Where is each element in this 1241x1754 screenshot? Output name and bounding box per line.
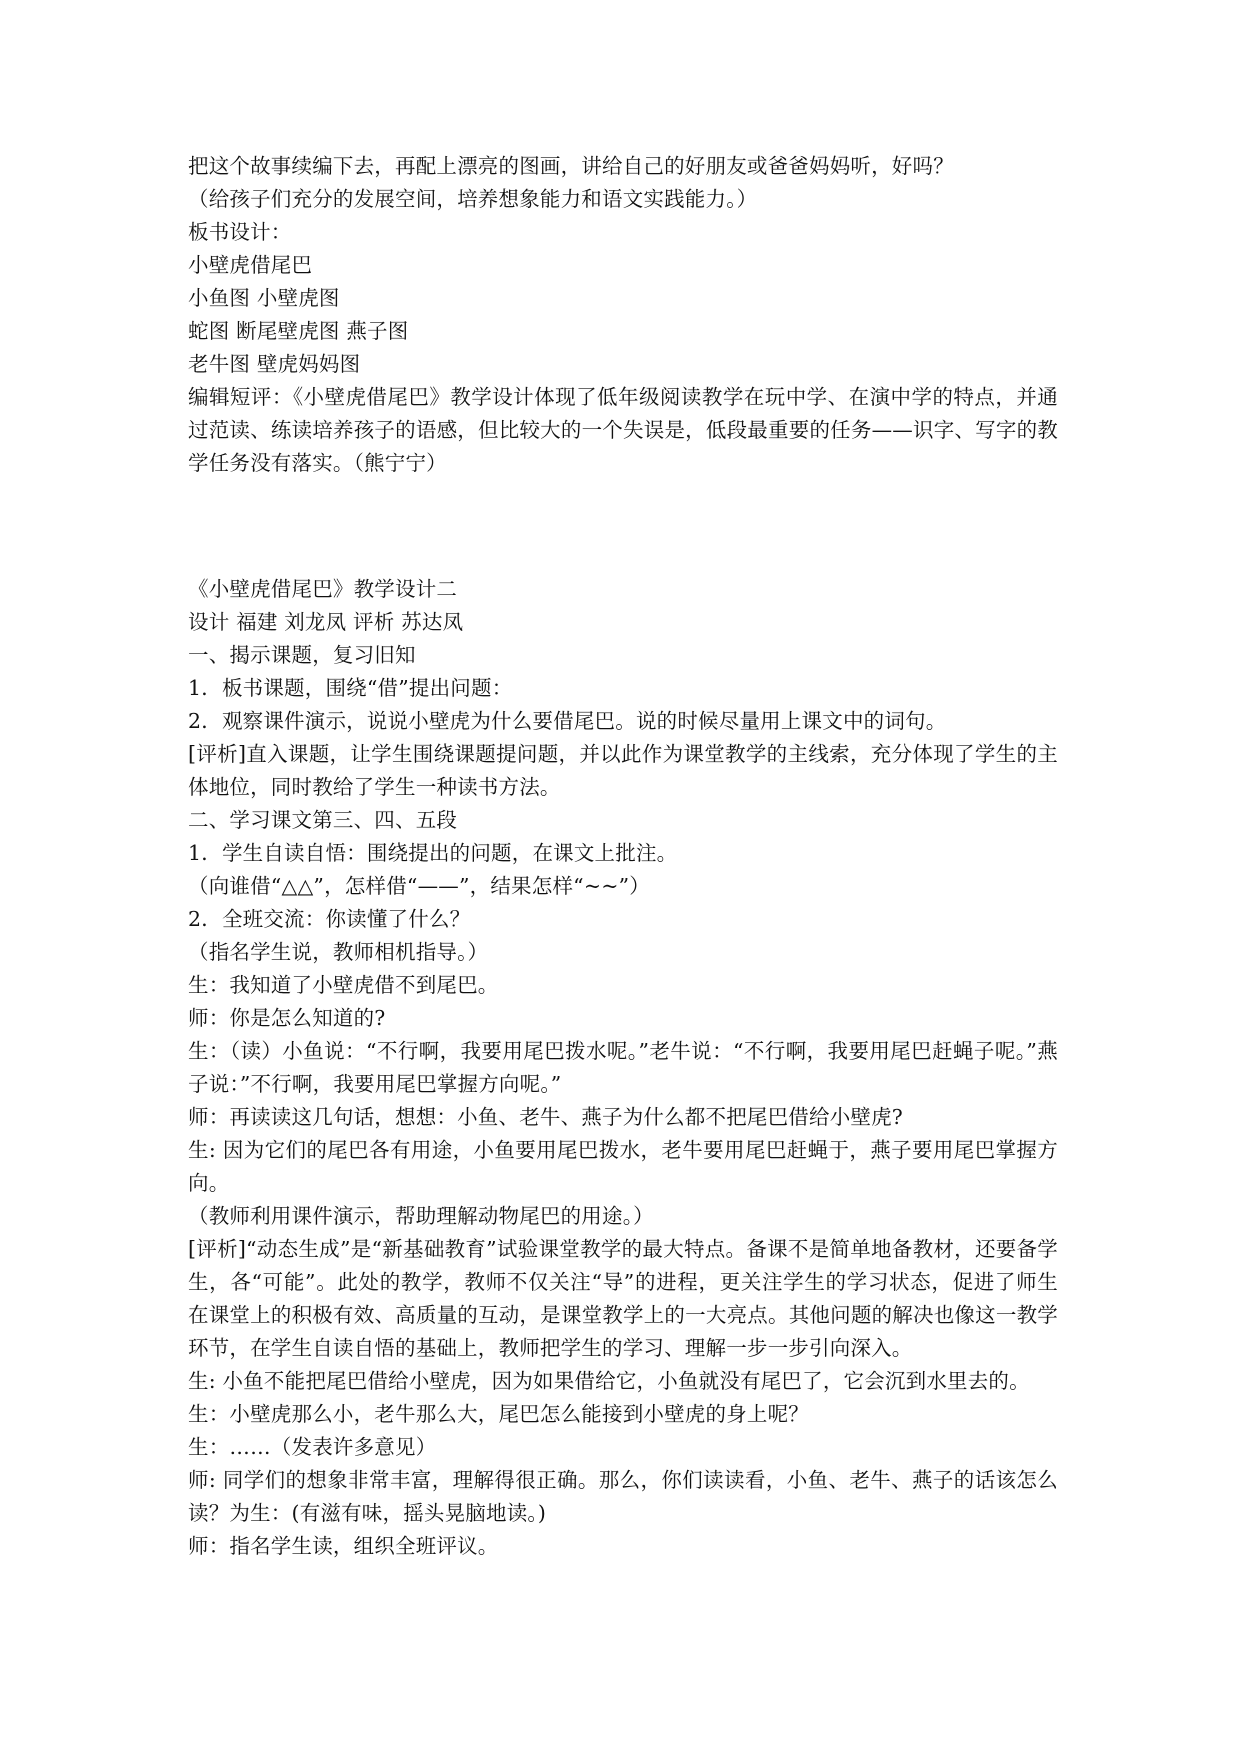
dialogue-line: 师：再读读这几句话，想想：小鱼、老牛、燕子为什么都不把尾巴借给小壁虎? xyxy=(188,1105,903,1129)
dialogue-line: 生：……（发表许多意见） xyxy=(188,1435,437,1459)
dialogue-line: 师：指名学生读，组织全班评议。 xyxy=(188,1534,499,1558)
section-lesson-one-ending xyxy=(188,150,1058,480)
dialogue-line: 师：你是怎么知道的? xyxy=(188,1006,386,1030)
dialogue-line: 师: 同学们的想象非常丰富，理解得很正确。那么，你们读读看，小鱼、老牛、燕子的话该怎么读？为生：(有滋有味，摇头晃脑地读。) xyxy=(188,1468,1058,1525)
paragraph: （向谁借“△△”，怎样借“——”，结果怎样“~~”） xyxy=(188,874,650,898)
dialogue-line: 生：小壁虎那么小，老牛那么大，尾巴怎么能接到小壁虎的身上呢？ xyxy=(188,1402,809,1426)
paragraph: 2．观察课件演示，说说小壁虎为什么要借尾巴。说的时候尽量用上课文中的词句。 xyxy=(188,709,947,733)
lesson-credit: 设计 福建 刘龙凤 评析 苏达凤 xyxy=(188,610,464,634)
paragraph: 2．全班交流：你读懂了什么？ xyxy=(188,907,471,931)
text-line: 老牛图 壁虎妈妈图 xyxy=(188,352,361,376)
paragraph: （教师利用课件演示，帮助理解动物尾巴的用途。） xyxy=(188,1204,654,1228)
commentary: [评析]“动态生成”是“新基础教育”试验课堂教学的最大特点。备课不是简单地备教材，还要备学生，各“可能”。此处的教学，教师不仅关注“导”的进程，更关注学生的学习状态，促进了师生在课堂上的积极有效、高质量的互动，是课堂教学上的一大亮点。其他问题的解决也像这一教学环节，在学生自读自悟的基础上，教师把学生的学习、理解一步一步引向深入。 xyxy=(188,1237,1058,1360)
paragraph: 1．学生自读自悟：围绕提出的问题，在课文上批注。 xyxy=(188,841,678,865)
lesson-title: 《小壁虎借尾巴》教学设计二 xyxy=(188,577,458,601)
dialogue-line: 生: 因为它们的尾巴各有用途，小鱼要用尾巴拨水，老牛要用尾巴赶蝇于，燕子要用尾巴掌握方向。 xyxy=(188,1138,1058,1195)
section-heading: 一、揭示课题，复习旧知 xyxy=(188,643,416,667)
text-line: 小壁虎借尾巴 xyxy=(188,253,313,277)
text-line: 板书设计： xyxy=(188,220,292,244)
text-line: 把这个故事续编下去，再配上漂亮的图画，讲给自己的好朋友或爸爸妈妈听，好吗？ xyxy=(188,154,954,178)
dialogue-line: 生: 小鱼不能把尾巴借给小壁虎，因为如果借给它，小鱼就没有尾巴了，它会沉到水里去的。 xyxy=(188,1369,1030,1393)
editor-review: 编辑短评：《小壁虎借尾巴》教学设计体现了低年级阅读教学在玩中学、在演中学的特点，并通过范读、练读培养孩子的语感，但比较大的一个失误是，低段最重要的任务——识字、写字的教学任务没有落实。（熊宁宁） xyxy=(188,385,1058,475)
commentary: [评析]直入课题，让学生围绕课题提问题，并以此作为课堂教学的主线索，充分体现了学生的主体地位，同时教给了学生一种读书方法。 xyxy=(188,742,1058,799)
dialogue-line: 生：我知道了小壁虎借不到尾巴。 xyxy=(188,973,499,997)
section-lesson-two xyxy=(188,573,1058,1563)
text-line: 蛇图 断尾壁虎图 燕子图 xyxy=(188,319,409,343)
text-line: 小鱼图 小壁虎图 xyxy=(188,286,340,310)
section-heading: 二、学习课文第三、四、五段 xyxy=(188,808,458,832)
paragraph: （指名学生说，教师相机指导。） xyxy=(188,940,489,964)
text-line: （给孩子们充分的发展空间，培养想象能力和语文实践能力。） xyxy=(188,187,758,211)
paragraph: 1．板书课题，围绕“借”提出问题： xyxy=(188,676,513,700)
dialogue-line: 生：（读）小鱼说：“不行啊，我要用尾巴拨水呢。”老牛说：“不行啊，我要用尾巴赶蝇子呢。”燕子说：”不行啊，我要用尾巴掌握方向呢。” xyxy=(188,1039,1058,1096)
